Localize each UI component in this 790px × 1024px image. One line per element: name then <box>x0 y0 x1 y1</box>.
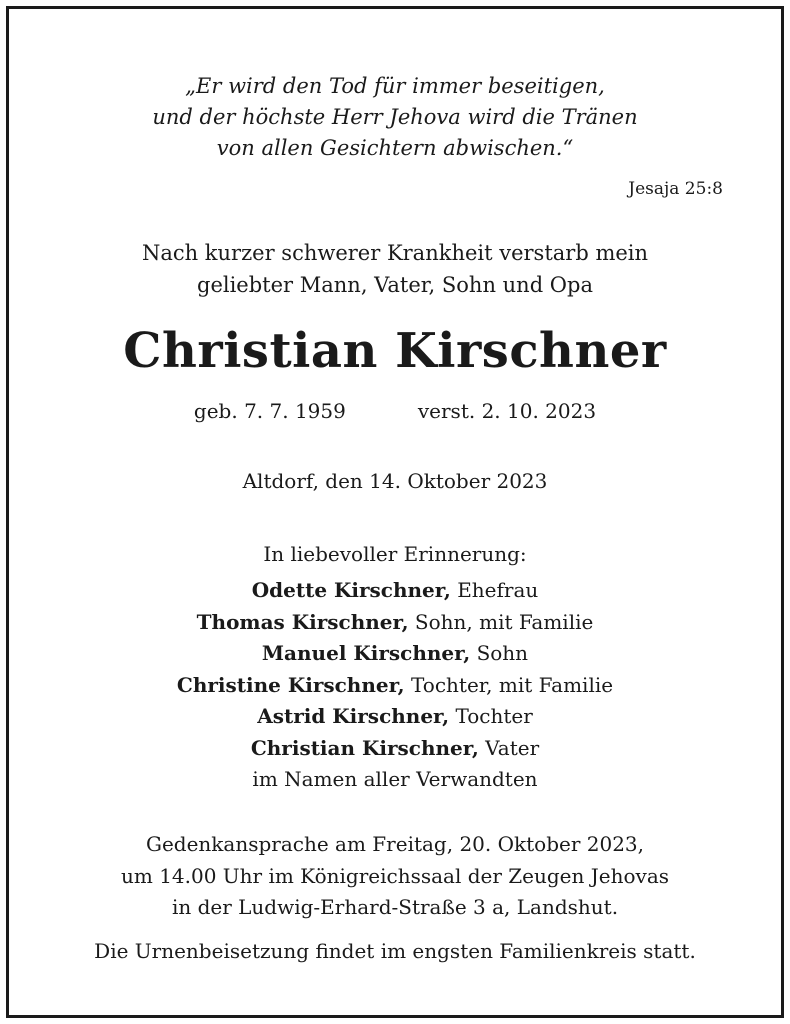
mourner-name: Odette Kirschner, <box>251 578 451 602</box>
mourner-relation: Vater <box>485 735 540 760</box>
obituary-notice <box>6 6 784 1018</box>
mourner-relation: Sohn <box>476 641 529 665</box>
quote-line: „Er wird den Tod für immer beseitigen, <box>185 74 605 98</box>
place-date: Altdorf, den 14. Oktober 2023 <box>242 469 548 493</box>
service-line: in der Ludwig-Erhard-Straße 3 a, Landshut. <box>171 895 619 919</box>
list-item <box>9 638 781 670</box>
intro-line: Nach kurzer schwerer Krankheit verstarb mein <box>141 241 649 265</box>
mourner-name: Astrid Kirschner, <box>257 704 450 728</box>
deceased-name: Christian Kirschner <box>123 323 667 379</box>
quote-reference: Jesaja 25:8 <box>628 179 723 199</box>
quote-line: und der höchste Herr Jehova wird die Tränen <box>152 105 638 129</box>
mourner-relation: Sohn, mit Familie <box>414 609 594 634</box>
quote-line: von allen Gesichtern abwischen.“ <box>216 136 574 160</box>
bible-quote <box>9 71 781 164</box>
mourner-relation: Tochter, mit Familie <box>411 672 614 697</box>
mourner-name: Christine Kirschner, <box>176 672 405 697</box>
life-dates <box>9 397 781 425</box>
death-date: verst. 2. 10. 2023 <box>417 399 597 423</box>
intro-line: geliebter Mann, Vater, Sohn und Opa <box>197 273 593 297</box>
service-line: um 14.00 Uhr im Königreichssaal der Zeugen Jehovas <box>120 863 670 888</box>
mourner-name: Manuel Kirschner, <box>261 641 471 665</box>
urn-burial-note: Die Urnenbeisetzung findet im engsten Familienkreis statt. <box>94 939 696 963</box>
memory-heading: In liebevoller Erinnerung: <box>263 542 527 566</box>
mourner-name: Thomas Kirschner, <box>196 609 409 634</box>
service-line: Gedenkansprache am Freitag, 20. Oktober 2023, <box>145 832 645 856</box>
list-item <box>9 575 781 607</box>
list-item <box>9 607 781 639</box>
mourner-relation: Ehefrau <box>457 578 539 602</box>
mourners-list <box>9 575 781 796</box>
birth-date: geb. 7. 7. 1959 <box>193 399 346 423</box>
list-item <box>9 701 781 733</box>
list-item <box>9 733 781 765</box>
intro-text <box>9 237 781 301</box>
mourner-name: Christian Kirschner, <box>250 735 479 760</box>
mourner-relation: Tochter <box>455 704 533 728</box>
service-info <box>9 829 781 924</box>
relatives-line: im Namen aller Verwandten <box>252 767 538 791</box>
list-item <box>9 670 781 702</box>
